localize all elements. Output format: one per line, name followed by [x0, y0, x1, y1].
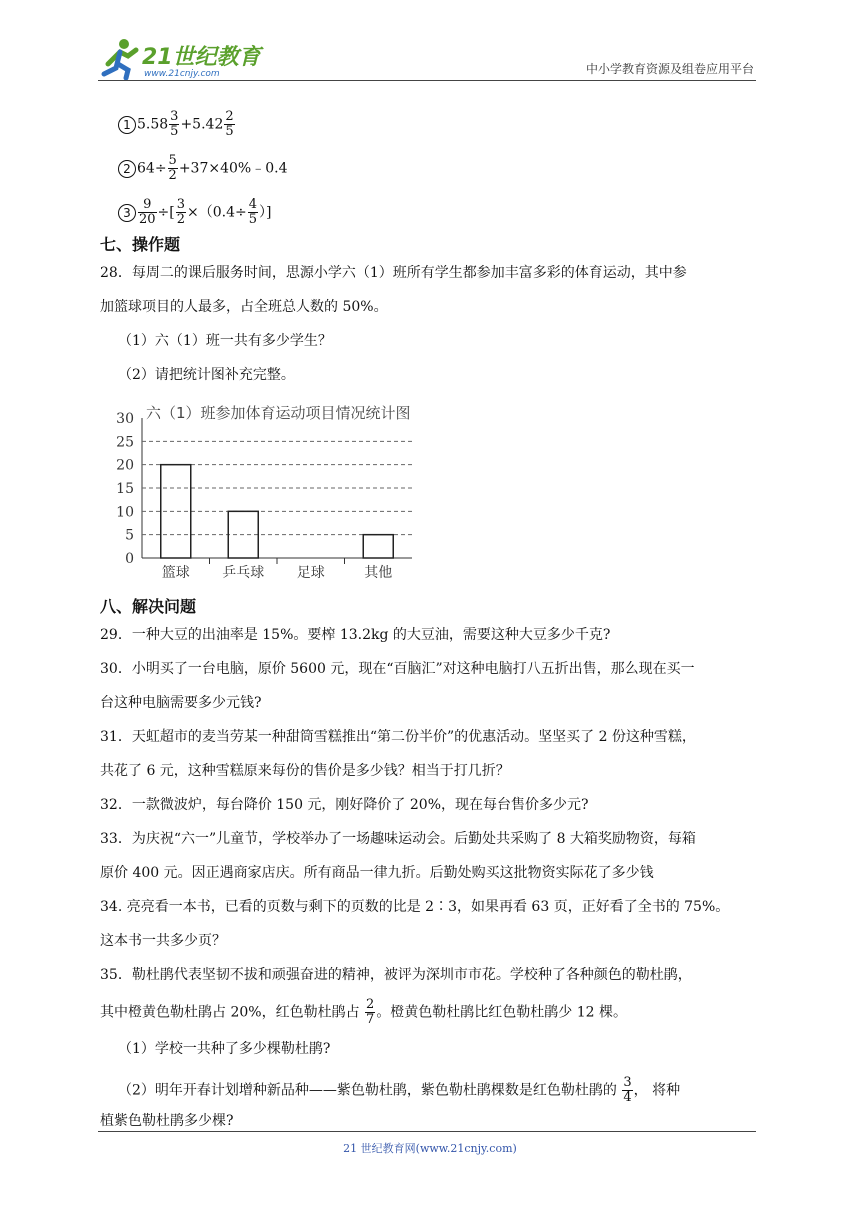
- chart-grid: [142, 418, 412, 564]
- section-7-title: 七、操作题: [100, 235, 181, 254]
- q30-line-2: 台这种电脑需要多少元钱?: [100, 695, 262, 711]
- q28-sub-1: （1）六（1）班一共有多少学生？: [118, 333, 332, 349]
- site-logo: [98, 34, 268, 82]
- footer-text: 21 世纪教育网(www.21cnjy.com): [343, 1142, 517, 1155]
- circled-number-1: 1: [118, 116, 136, 134]
- y-tick-label: 15: [116, 481, 134, 497]
- site-title: 中小学教育资源及组卷应用平台: [585, 62, 754, 76]
- q33-line-2: 原价 400 元。因正遇商家店庆。所有商品一律九折。后勤处购买这批物资实际花了多少钱: [100, 865, 654, 881]
- fraction: $\frac{3}{5}$: [170, 109, 179, 139]
- x-tick-label: 乒乓球: [222, 565, 265, 581]
- q31-line-1: 31．天虹超市的麦当劳某一种甜筒雪糕推出“第二份半价”的优惠活动。坚坚买了 2 份这种雪糕，: [100, 729, 696, 745]
- footer-divider: [98, 1131, 756, 1132]
- q33-line-1: 33．为庆祝“六一”儿童节，学校举办了一场趣味运动会。后勤处共采购了 8 大箱奖励物资，每箱: [100, 831, 696, 847]
- runner-logo-icon: [98, 34, 268, 82]
- x-tick-label: 其他: [364, 565, 393, 581]
- bar-chart: [100, 398, 440, 588]
- q32: 32．一款微波炉，每台降价 150 元，刚好降价了 20%，现在每台售价多少元?: [100, 797, 589, 813]
- q31-line-2: 共花了 6 元，这种雪糕原来每份的售价是多少钱？相当于打几折？: [100, 763, 510, 779]
- bar: [363, 535, 393, 558]
- header-divider: [98, 80, 756, 81]
- q28-sub-2: （2）请把统计图补充完整。: [118, 367, 295, 383]
- q30-line-1: 30．小明买了一台电脑，原价 5600 元，现在“百脑汇”对这种电脑打八五折出售，那么现在买一: [100, 661, 695, 677]
- q35-line-2: 其中橙黄色勒杜鹃占 20%，红色勒杜鹃占 $\frac{2}{7}$ 。橙黄色勒杜鹃比红色勒杜鹃少 12 棵。: [100, 997, 628, 1027]
- y-tick-label: 5: [125, 527, 134, 544]
- fraction: $\frac{3}{4}$: [623, 1075, 632, 1105]
- q35-line-1: 35．勒杜鹃代表坚韧不拔和顽强奋进的精神，被评为深圳市市花。学校种了各种颜色的勒杜鹃，: [100, 967, 692, 983]
- y-tick-label: 10: [116, 504, 134, 521]
- q28-line-1: 28．每周二的课后服务时间，思源小学六（1）班所有学生都参加丰富多彩的体育运动，其中参: [100, 265, 687, 281]
- calc-item-2: 2 64÷ $\frac{5}{2}$ +37×40%﹣0.4: [118, 154, 288, 183]
- circled-number-3: 3: [118, 204, 136, 222]
- q35-sub-1: （1）学校一共种了多少棵勒杜鹃?: [118, 1041, 331, 1057]
- fraction: $\frac{2}{5}$: [225, 109, 234, 139]
- q34-line-1: 34. 亮亮看一本书，已看的页数与剩下的页数的比是 2∶3，如果再看 63 页，正好看了全书的 75%。: [100, 899, 730, 915]
- q35-sub-2-line-2: 植紫色勒杜鹃多少棵?: [100, 1113, 234, 1129]
- q35-sub-2: （2）明年开春计划增种新品种——紫色勒杜鹃，紫色勒杜鹃棵数是红色勒杜鹃的 $\frac{3}{4}$ ， 将种: [118, 1075, 681, 1105]
- fraction: $\frac{3}{2}$: [176, 197, 186, 227]
- y-tick-label: 30: [116, 411, 134, 427]
- chart-labels: [116, 411, 392, 581]
- section-8-title: 八、解决问题: [100, 597, 197, 616]
- logo-text: 21世纪教育: [142, 45, 261, 70]
- chart-title: 六（1）班参加体育运动项目情况统计图: [146, 404, 411, 422]
- calc-item-1: 1 5.58 $\frac{3}{5}$ +5.42 $\frac{2}{5}$: [118, 110, 236, 139]
- x-tick-label: 篮球: [161, 565, 190, 581]
- q34-line-2: 这本书一共多少页？: [100, 933, 226, 949]
- x-tick-label: 足球: [296, 565, 325, 581]
- y-tick-label: 20: [116, 457, 134, 474]
- chart-svg: [100, 398, 440, 588]
- fraction: $\frac{2}{7}$: [366, 997, 375, 1027]
- calc-item-3: 3 $\frac{9}{20}$ ÷[ $\frac{3}{2}$ ×（0.4÷ $\frac{4}{5}$ ）]: [118, 198, 272, 227]
- y-tick-label: 0: [125, 551, 134, 567]
- fraction: $\frac{9}{20}$: [139, 197, 156, 227]
- y-tick-label: 25: [116, 434, 134, 451]
- fraction: $\frac{4}{5}$: [248, 197, 258, 227]
- q29: 29．一种大豆的出油率是 15%。要榨 13.2kg 的大豆油，需要这种大豆多少千克?: [100, 627, 611, 643]
- circled-number-2: 2: [118, 160, 136, 178]
- logo-url: www.21cnjy.com: [144, 69, 220, 79]
- fraction: $\frac{5}{2}$: [168, 153, 177, 183]
- q28-line-2: 加篮球项目的人最多，占全班总人数的 50%。: [100, 299, 388, 315]
